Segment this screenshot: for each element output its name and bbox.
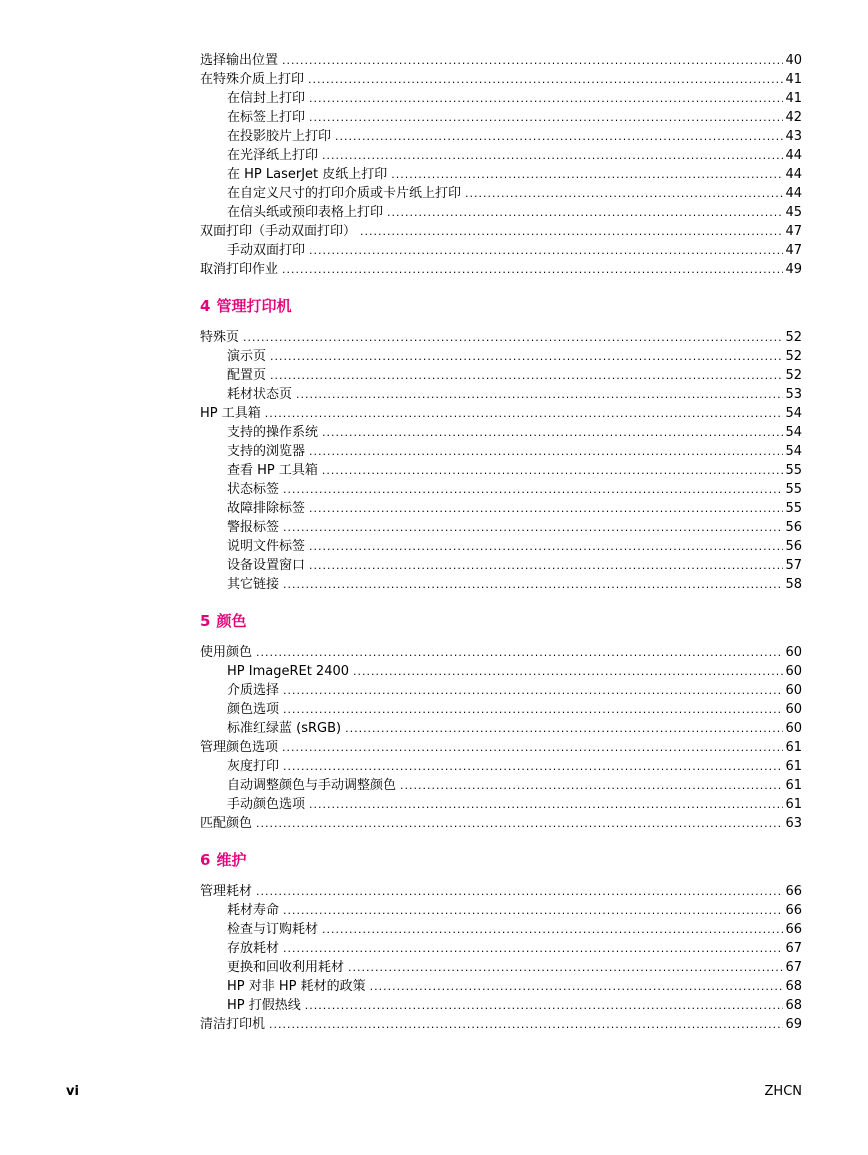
dot-leader <box>256 882 783 901</box>
dot-leader <box>309 241 783 260</box>
toc-entry-page: 61 <box>785 740 802 755</box>
toc-entry[interactable] <box>200 404 802 423</box>
toc-entry-title: 选择输出位置 <box>200 53 279 68</box>
toc-entry-page: 60 <box>785 683 802 698</box>
chapter-number: 4 <box>200 297 211 315</box>
dot-leader <box>335 127 783 146</box>
dot-leader <box>345 719 783 738</box>
toc-entry-page: 55 <box>785 501 802 516</box>
toc-subentry[interactable] <box>200 795 802 814</box>
dot-leader <box>283 518 783 537</box>
dot-leader <box>309 499 783 518</box>
dot-leader <box>256 814 783 833</box>
dot-leader <box>309 89 783 108</box>
toc-entry-page: 41 <box>785 72 802 87</box>
toc-entry-title: 匹配颜色 <box>200 816 253 831</box>
dot-leader <box>360 222 783 241</box>
dot-leader <box>282 51 783 70</box>
dot-leader <box>270 366 783 385</box>
toc-entry-page: 61 <box>785 778 802 793</box>
toc-entry-page: 66 <box>785 922 802 937</box>
dot-leader <box>265 404 784 423</box>
toc-subentry[interactable] <box>200 700 802 719</box>
toc-subentry[interactable] <box>200 958 802 977</box>
chapter-title: 颜色 <box>216 612 247 630</box>
table-of-contents <box>200 51 802 1034</box>
toc-subentry[interactable] <box>200 146 802 165</box>
toc-entry-title: 清洁打印机 <box>200 1017 266 1032</box>
toc-subentry[interactable] <box>200 537 802 556</box>
toc-entry-title: 在特殊介质上打印 <box>200 72 305 87</box>
toc-entry-title: 耗材状态页 <box>227 387 293 402</box>
toc-entry[interactable] <box>200 328 802 347</box>
toc-entry-title: 在投影胶片上打印 <box>227 129 332 144</box>
toc-subentry[interactable] <box>200 518 802 537</box>
toc-entry-title: 配置页 <box>227 368 267 383</box>
toc-entry-page: 61 <box>785 759 802 774</box>
toc-entry-title: 双面打印（手动双面打印） <box>200 224 357 239</box>
toc-entry-title: 警报标签 <box>227 520 280 535</box>
dot-leader <box>387 203 783 222</box>
toc-entry[interactable] <box>200 814 802 833</box>
toc-subentry[interactable] <box>200 556 802 575</box>
toc-entry-title: 颜色选项 <box>227 702 280 717</box>
dot-leader <box>305 996 784 1015</box>
toc-entry-title: 手动颜色选项 <box>227 797 306 812</box>
toc-entry-page: 55 <box>785 482 802 497</box>
toc-subentry[interactable] <box>200 423 802 442</box>
toc-entry-title: 管理耗材 <box>200 884 253 899</box>
toc-entry-title: 耗材寿命 <box>227 903 280 918</box>
dot-leader <box>309 108 783 127</box>
dot-leader <box>296 385 783 404</box>
toc-subentry[interactable] <box>200 757 802 776</box>
toc-subentry[interactable] <box>200 480 802 499</box>
toc-entry-title: 使用颜色 <box>200 645 253 660</box>
toc-entry-page: 54 <box>785 425 802 440</box>
dot-leader <box>283 681 783 700</box>
footer-language-code: ZHCN <box>764 1084 802 1099</box>
dot-leader <box>270 347 783 366</box>
dot-leader <box>322 146 783 165</box>
toc-entry-title: 在自定义尺寸的打印介质或卡片纸上打印 <box>227 186 462 201</box>
chapter-heading <box>200 609 802 633</box>
dot-leader <box>309 442 783 461</box>
toc-subentry[interactable] <box>200 977 802 996</box>
toc-entry-title: HP 打假热线 <box>227 998 301 1013</box>
toc-subentry[interactable] <box>200 203 802 222</box>
toc-entry-title: 在光泽纸上打印 <box>227 148 319 163</box>
toc-entry-title: 存放耗材 <box>227 941 280 956</box>
toc-subentry[interactable] <box>200 996 802 1015</box>
toc-entry-title: 查看 HP 工具箱 <box>227 463 318 478</box>
toc-entry-title: 在信封上打印 <box>227 91 306 106</box>
toc-entry-page: 60 <box>785 645 802 660</box>
toc-entry-page: 53 <box>785 387 802 402</box>
toc-entry-page: 58 <box>785 577 802 592</box>
toc-entry-page: 45 <box>785 205 802 220</box>
toc-entry-page: 40 <box>785 53 802 68</box>
dot-leader <box>322 461 784 480</box>
toc-subentry[interactable] <box>200 499 802 518</box>
toc-subentry[interactable] <box>200 127 802 146</box>
toc-entry-page: 54 <box>785 444 802 459</box>
dot-leader <box>282 260 783 279</box>
toc-entry[interactable] <box>200 70 802 89</box>
toc-subentry[interactable] <box>200 662 802 681</box>
toc-subentry[interactable] <box>200 184 802 203</box>
toc-entry-title: 检查与订购耗材 <box>227 922 319 937</box>
toc-entry-page: 60 <box>785 721 802 736</box>
toc-entry-title: 支持的浏览器 <box>227 444 306 459</box>
toc-entry-title: 说明文件标签 <box>227 539 306 554</box>
toc-subentry[interactable] <box>200 385 802 404</box>
toc-subentry[interactable] <box>200 442 802 461</box>
toc-entry-page: 43 <box>785 129 802 144</box>
dot-leader <box>370 977 784 996</box>
toc-entry-title: 支持的操作系统 <box>227 425 319 440</box>
toc-subentry[interactable] <box>200 776 802 795</box>
toc-entry-page: 44 <box>785 167 802 182</box>
toc-entry-page: 60 <box>785 702 802 717</box>
dot-leader <box>269 1015 783 1034</box>
toc-entry-page: 49 <box>785 262 802 277</box>
toc-entry[interactable] <box>200 51 802 70</box>
dot-leader <box>256 643 783 662</box>
dot-leader <box>283 939 783 958</box>
toc-subentry[interactable] <box>200 347 802 366</box>
dot-leader <box>400 776 783 795</box>
toc-subentry[interactable] <box>200 461 802 480</box>
toc-entry-page: 57 <box>785 558 802 573</box>
dot-leader <box>309 537 783 556</box>
toc-entry-page: 54 <box>785 406 802 421</box>
dot-leader <box>243 328 783 347</box>
toc-entry-title: 自动调整颜色与手动调整颜色 <box>227 778 397 793</box>
dot-leader <box>348 958 783 977</box>
toc-entry-page: 42 <box>785 110 802 125</box>
toc-entry-page: 47 <box>785 224 802 239</box>
dot-leader <box>283 901 783 920</box>
dot-leader <box>309 795 783 814</box>
toc-entry-title: 取消打印作业 <box>200 262 279 277</box>
toc-entry-title: 标准红绿蓝 (sRGB) <box>227 721 342 736</box>
toc-entry[interactable] <box>200 882 802 901</box>
dot-leader <box>391 165 783 184</box>
toc-entry-page: 52 <box>785 368 802 383</box>
toc-entry-title: 故障排除标签 <box>227 501 306 516</box>
toc-entry-page: 52 <box>785 330 802 345</box>
toc-entry[interactable] <box>200 260 802 279</box>
toc-entry-title: 灰度打印 <box>227 759 280 774</box>
toc-entry-title: 演示页 <box>227 349 267 364</box>
toc-entry-page: 69 <box>785 1017 802 1032</box>
toc-entry-page: 66 <box>785 884 802 899</box>
toc-subentry[interactable] <box>200 681 802 700</box>
toc-entry-page: 68 <box>785 998 802 1013</box>
chapter-number: 6 <box>200 851 211 869</box>
footer-page-number: vi <box>66 1084 79 1099</box>
toc-subentry[interactable] <box>200 939 802 958</box>
toc-subentry[interactable] <box>200 575 802 594</box>
toc-subentry[interactable] <box>200 719 802 738</box>
toc-entry-page: 44 <box>785 186 802 201</box>
chapter-title: 维护 <box>216 851 247 869</box>
dot-leader <box>308 70 783 89</box>
toc-subentry[interactable] <box>200 89 802 108</box>
toc-subentry[interactable] <box>200 241 802 260</box>
dot-leader <box>282 738 783 757</box>
dot-leader <box>309 556 783 575</box>
toc-subentry[interactable] <box>200 920 802 939</box>
toc-entry-page: 68 <box>785 979 802 994</box>
toc-subentry[interactable] <box>200 165 802 184</box>
toc-subentry[interactable] <box>200 901 802 920</box>
chapter-number: 5 <box>200 612 211 630</box>
toc-entry-title: 设备设置窗口 <box>227 558 306 573</box>
toc-entry-page: 56 <box>785 539 802 554</box>
toc-entry-page: 56 <box>785 520 802 535</box>
dot-leader <box>283 757 783 776</box>
toc-entry-page: 61 <box>785 797 802 812</box>
toc-entry-title: 手动双面打印 <box>227 243 306 258</box>
dot-leader <box>322 423 783 442</box>
toc-entry-page: 67 <box>785 960 802 975</box>
toc-entry-title: 介质选择 <box>227 683 280 698</box>
toc-entry-page: 44 <box>785 148 802 163</box>
toc-entry-page: 52 <box>785 349 802 364</box>
chapter-heading <box>200 848 802 872</box>
dot-leader <box>283 480 783 499</box>
dot-leader <box>465 184 783 203</box>
toc-entry-title: 在信头纸或预印表格上打印 <box>227 205 384 220</box>
toc-entry[interactable] <box>200 222 802 241</box>
toc-entry-page: 67 <box>785 941 802 956</box>
toc-entry-page: 66 <box>785 903 802 918</box>
dot-leader <box>353 662 783 681</box>
toc-entry-title: 状态标签 <box>227 482 280 497</box>
toc-entry-page: 41 <box>785 91 802 106</box>
toc-entry-title: 其它链接 <box>227 577 280 592</box>
toc-entry-title: 更换和回收利用耗材 <box>227 960 345 975</box>
toc-entry-title: HP 对非 HP 耗材的政策 <box>227 979 366 994</box>
toc-entry-title: 在 HP LaserJet 皮纸上打印 <box>227 167 388 182</box>
toc-subentry[interactable] <box>200 366 802 385</box>
toc-entry-page: 47 <box>785 243 802 258</box>
chapter-heading <box>200 294 802 318</box>
toc-entry-title: 在标签上打印 <box>227 110 306 125</box>
toc-entry[interactable] <box>200 643 802 662</box>
toc-entry-page: 60 <box>785 664 802 679</box>
toc-entry-title: HP 工具箱 <box>200 406 261 421</box>
toc-subentry[interactable] <box>200 108 802 127</box>
dot-leader <box>283 575 783 594</box>
toc-entry-title: 特殊页 <box>200 330 240 345</box>
dot-leader <box>283 700 783 719</box>
toc-entry[interactable] <box>200 738 802 757</box>
toc-entry-title: HP ImageREt 2400 <box>227 664 350 679</box>
toc-entry-page: 63 <box>785 816 802 831</box>
chapter-title: 管理打印机 <box>216 297 292 315</box>
toc-entry-title: 管理颜色选项 <box>200 740 279 755</box>
toc-entry-page: 55 <box>785 463 802 478</box>
dot-leader <box>322 920 783 939</box>
toc-entry[interactable] <box>200 1015 802 1034</box>
